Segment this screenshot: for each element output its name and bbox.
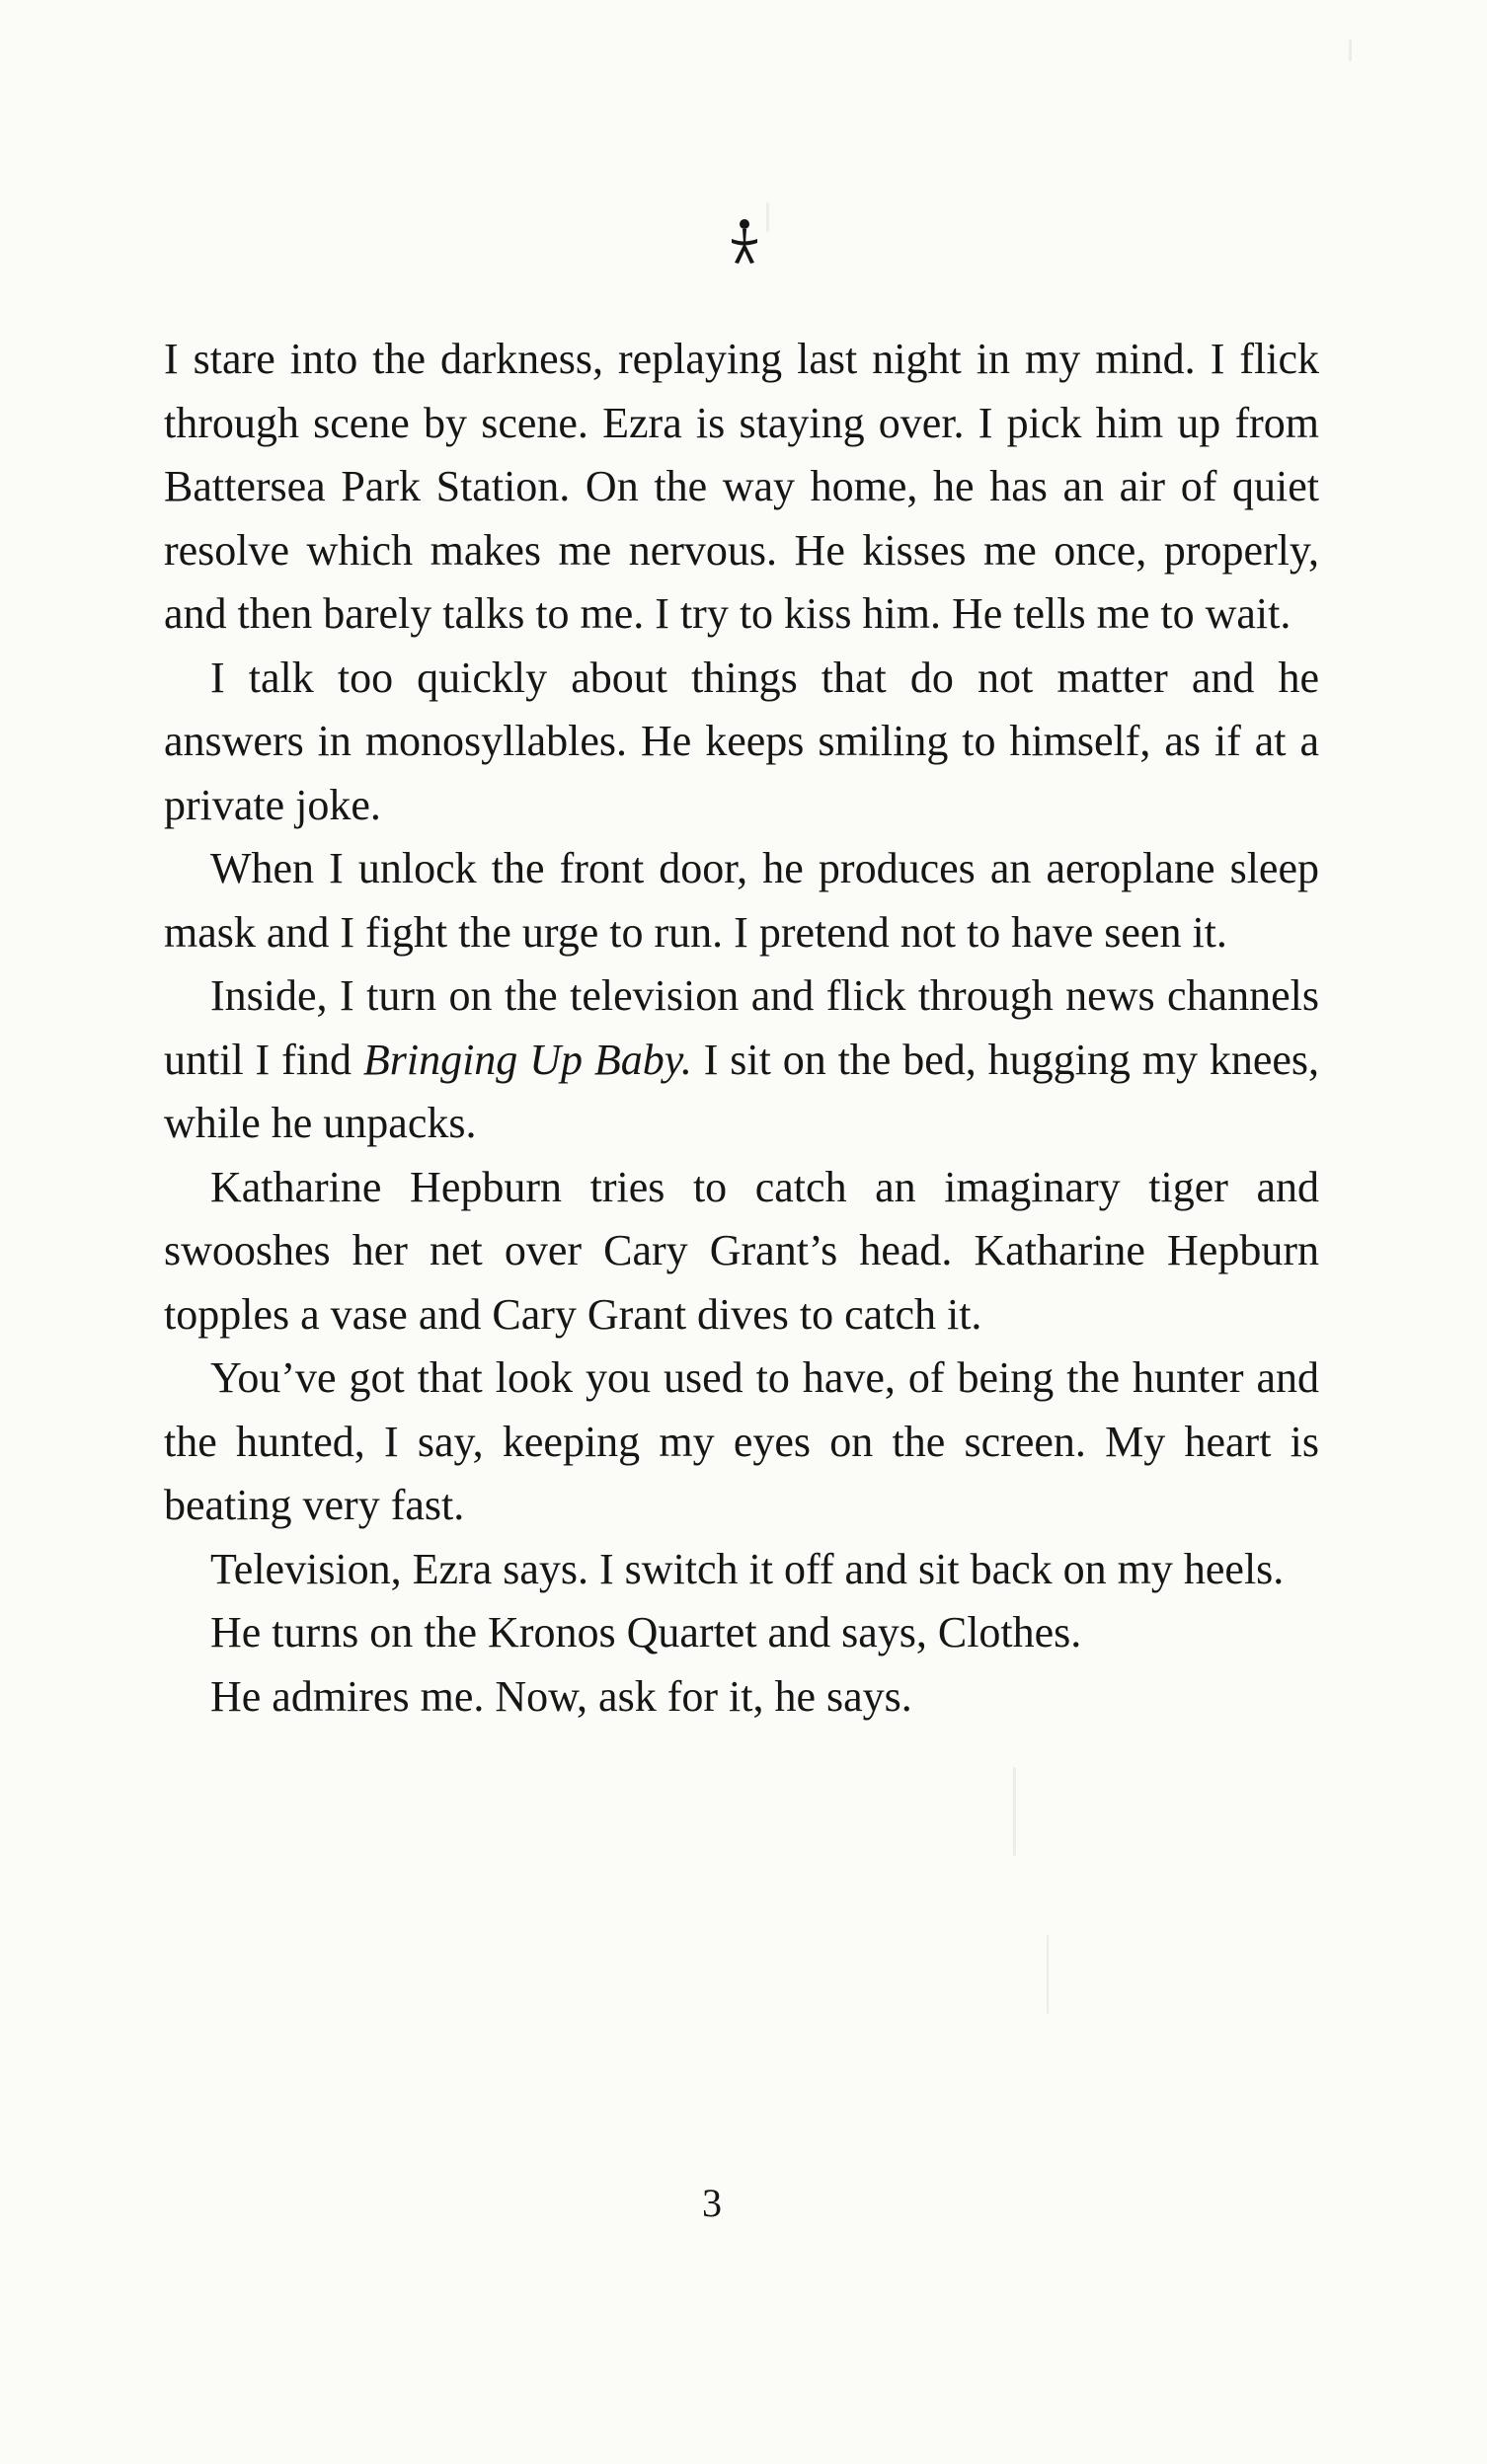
- paragraph: Television, Ezra says. I switch it off and sit back on my heels.: [210, 1544, 1285, 1593]
- scan-mark: [1047, 1935, 1049, 2014]
- film-title: Bringing Up Baby.: [362, 1035, 692, 1084]
- paragraph: I stare into the darkness, replaying last night in my mind. I flick through scene by scene. Ezra is staying over. I pick him up from Battersea Park Station. On the way home, he has an air of quiet resolve which makes me nervous. He kisses me once, properly, and then barely talks to me. I try to kiss him. He tells me to wait.: [164, 335, 1319, 638]
- paragraph: Katharine Hepburn tries to catch an imaginary tiger and swooshes her net over Cary Grant’s head. Katharine Hepburn topples a vase and Cary Grant dives to catch it.: [164, 1162, 1319, 1339]
- page-number: 3: [702, 2181, 722, 2225]
- paragraph: I talk too quickly about things that do not matter and he answers in monosyllables. He keeps smiling to himself, as if at a private joke.: [164, 653, 1319, 829]
- paragraph-text: I sit on the bed, hugging my knees, while he unpacks.: [164, 1035, 1320, 1147]
- paragraph: When I unlock the front door, he produces an aeroplane sleep mask and I fight the urge to run. I pretend not to have seen it.: [164, 844, 1319, 957]
- scan-mark: [766, 202, 769, 232]
- scan-mark: [1013, 1767, 1016, 1856]
- dagger-ornament-icon: [729, 217, 760, 267]
- scan-mark: [1349, 39, 1352, 61]
- body-text: [164, 328, 1319, 1729]
- paragraph: You’ve got that look you used to have, of being the hunter and the hunted, I say, keeping my eyes on the screen. My heart is beating very fast.: [164, 1353, 1319, 1529]
- paragraph: [164, 964, 1319, 1156]
- paragraph: He turns on the Kronos Quartet and says, Clothes.: [210, 1608, 1082, 1656]
- paragraph-text: Inside, I turn on the television and flick through news channels until I find: [164, 971, 1319, 1084]
- paragraph: He admires me. Now, ask for it, he says.: [210, 1671, 912, 1721]
